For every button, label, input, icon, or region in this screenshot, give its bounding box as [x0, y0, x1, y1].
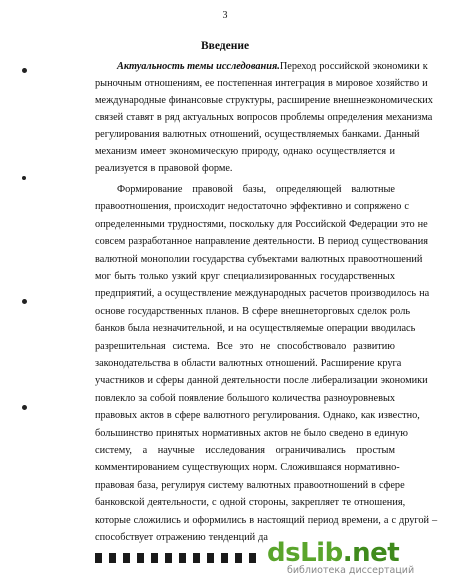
- text-line: рыночным отношениям, ее постепенная интеграция в мировое хозяйство и: [95, 78, 428, 89]
- text-line: реализуется в правовой форме.: [95, 163, 233, 174]
- text-line: основе государственных планов. В сфере внешнеторговых сделок роль: [95, 305, 411, 317]
- text-line: Актуальность темы исследования. Переход российской экономики к: [117, 61, 428, 72]
- text-line: совсем разработанное направление деятельности. В период существования: [95, 236, 428, 248]
- text-line: правовая база, регулируя систему валютных правоотношений в сфере: [95, 479, 405, 491]
- section-heading: Введение: [200, 40, 250, 52]
- text-line: законодательства в области валютных отношений. Расширение круга: [95, 358, 402, 369]
- text-line: связей ставят в ряд актуальных вопросов проблемы определения механизма: [95, 112, 433, 123]
- text-line: комментированием существующих норм. Сложившаяся нормативно-: [95, 462, 400, 474]
- text-line: систему, а научные исследования ограничивались простым: [95, 445, 395, 456]
- text-line: правоотношения, происходит недостаточно эффективно и сопряжено с: [95, 201, 409, 213]
- text-line: повлекло за собой появление большого количества разноуровневых: [95, 392, 396, 404]
- redaction-bars: [95, 553, 265, 563]
- text-line: Формирование правовой базы, определяющей валютные: [117, 184, 395, 195]
- scan-speck: [22, 405, 27, 410]
- scan-speck: [22, 299, 27, 304]
- lead-phrase: Актуальность темы исследования.: [117, 61, 280, 72]
- scan-speck: [22, 176, 26, 180]
- scan-speck: [22, 68, 27, 73]
- text-line: которые сложились и оформились в настоящий период времени, а с другой –: [95, 514, 438, 526]
- text-line: банков была незначительной, и на осуществляемые операции вводилась: [95, 323, 416, 335]
- text-line: регулирования валютных отношений, осуществляемых банками. Данный: [95, 129, 420, 140]
- text-line: международные финансовые структуры, расширение внешнеэкономических: [95, 95, 433, 106]
- text-line: правовых актов в сфере валютного регулирования. Однако, как известно,: [95, 410, 420, 422]
- text-line: разрешительная система. Все это не способствовало развитию: [95, 340, 395, 352]
- text-line: определенными трудностями, поскольку для Российской Федерации это не: [95, 218, 428, 230]
- watermark-brand-tld: .net: [342, 538, 400, 568]
- watermark-brand-main: dsLib: [267, 538, 343, 568]
- watermark-caption: библиотека диссертаций: [287, 565, 415, 576]
- watermark-brand: [267, 538, 399, 568]
- text-line: механизм имеет экономическую природу, однако осуществляется и: [95, 146, 395, 157]
- text-line: участников и сферы данной деятельности после либерализации экономики: [95, 375, 428, 387]
- text-line: большинство принятых нормативных актов не было сведено в единую: [95, 427, 408, 439]
- text-line: валютной монополии государства субъектами валютных правоотношений: [95, 253, 423, 265]
- watermark-logo: [267, 536, 442, 576]
- text-line: способствует отражению тенденций да: [95, 532, 268, 543]
- text-line: банковской деятельности, с одной стороны, закрепляет те отношения,: [95, 497, 406, 509]
- text-line: мог быть только узкий круг специализированных государственных: [95, 271, 395, 282]
- page-number: 3: [222, 10, 228, 21]
- text-line: предприятий, а осуществление международных расчетов производилось на: [95, 288, 430, 300]
